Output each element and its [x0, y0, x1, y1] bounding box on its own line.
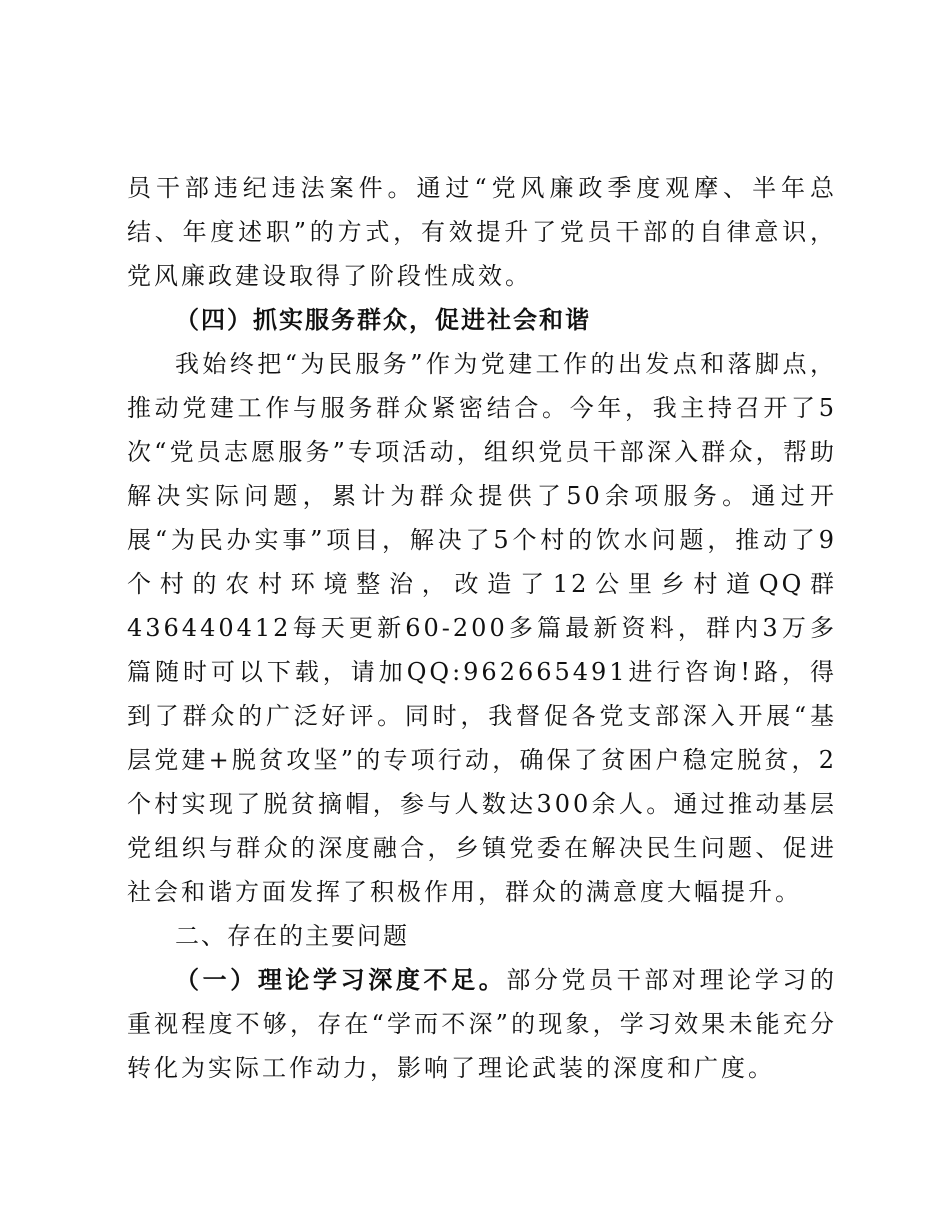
paragraph-issue-theory-study — [127, 958, 837, 1090]
paragraph-serve-masses: 我始终把“为民服务”作为党建工作的出发点和落脚点，推动党建工作与服务群众紧密结合。今年，我主持召开了5次“党员志愿服务”专项活动，组织党员干部深入群众，帮助解决实际问题，累计为群众提供了50余项服务。通过开展“为民办实事”项目，解决了5个村的饮水问题，推动了9个村的农村环境整治，改造了12公里乡村道QQ群436440412每天更新60-200多篇最新资料，群内3万多篇随时可以下载，请加QQ:962665491进行咨询!路，得到了群众的广泛好评。同时，我督促各党支部深入开展“基层党建+脱贫攻坚”的专项行动，确保了贫困户稳定脱贫，2个村实现了脱贫摘帽，参与人数达300余人。通过推动基层党组织与群众的深度融合，乡镇党委在解决民生问题、促进社会和谐方面发挥了积极作用，群众的满意度大幅提升。 — [127, 350, 837, 906]
issue-body-text: 部分党员干部对理论学习的重视程度不够，存在“学而不深”的现象，学习效果未能充分转化为实际工作动力，影响了理论武装的深度和广度。 — [127, 966, 838, 1082]
paragraph-discipline-results: 员干部违纪违法案件。通过“党风廉政季度观摩、半年总结、年度述职”的方式，有效提升了党员干部的自律意识，党风廉政建设取得了阶段性成效。 — [127, 174, 837, 290]
heading-serve-masses: （四）抓实服务群众，促进社会和谐 — [175, 305, 591, 334]
issue-lead-text: （一）理论学习深度不足。 — [175, 965, 507, 994]
section-title-main-problems: 二、存在的主要问题 — [175, 922, 409, 950]
document-body — [127, 166, 837, 1090]
